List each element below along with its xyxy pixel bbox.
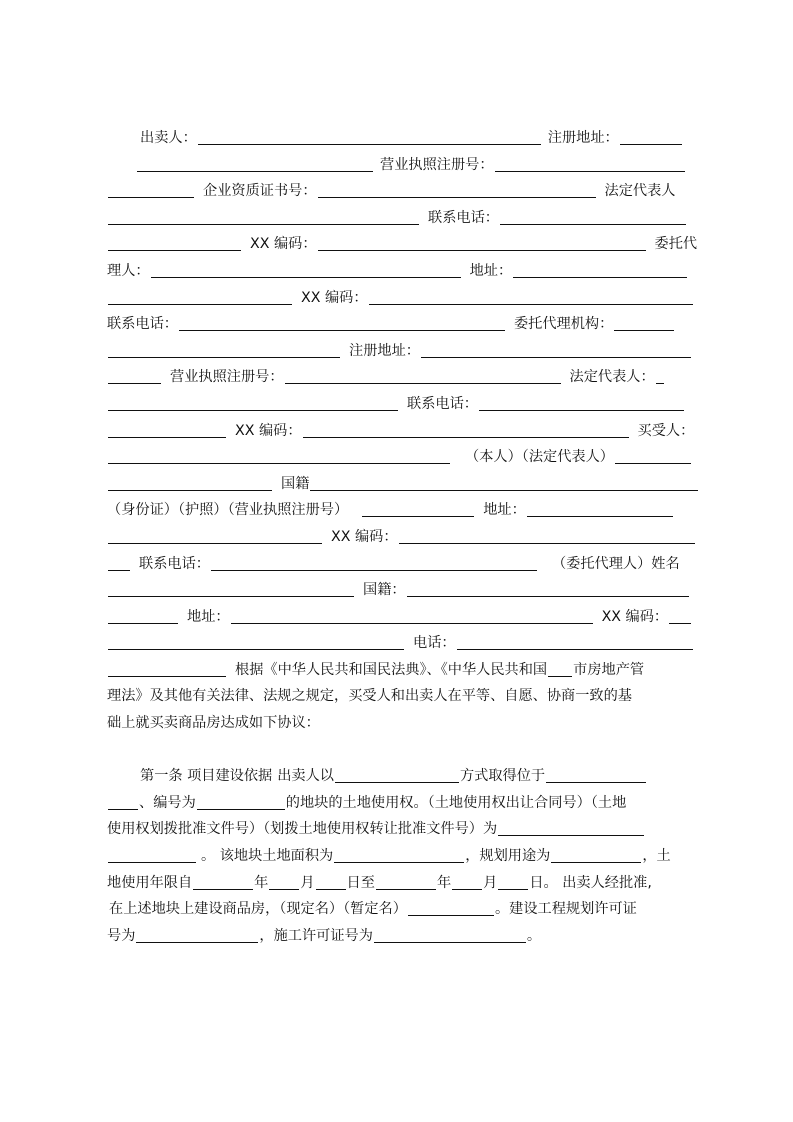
buyer-legal-rep-field[interactable] <box>615 444 691 464</box>
contact-phone-field[interactable] <box>500 205 686 225</box>
seller-line <box>107 125 698 152</box>
agent-label-end: 理人： <box>107 262 150 279</box>
agent-postal-line <box>107 285 698 312</box>
article1-line-3 <box>107 816 698 843</box>
business-license-line <box>107 152 698 179</box>
preamble-line-1 <box>107 657 698 684</box>
buyer-address-field-cont[interactable] <box>108 524 322 544</box>
seller-name-field[interactable] <box>198 125 541 145</box>
id-types-label: （身份证）（护照）（营业执照注册号） <box>107 502 349 519</box>
article1-text-1a: 出卖人以 <box>277 768 334 785</box>
agent-address-label: 地址： <box>469 262 513 279</box>
article1-text-7c: 。 <box>526 927 542 944</box>
start-year-field[interactable] <box>193 870 253 890</box>
article1-line-4 <box>107 843 698 870</box>
agent-phone-field[interactable] <box>179 311 505 331</box>
buyer-agent-address-line <box>107 604 698 631</box>
city-name-field[interactable] <box>548 657 572 677</box>
article1-text-1b: 方式取得位于 <box>459 768 546 785</box>
building-name-field[interactable] <box>408 896 494 916</box>
buyer-agent-postal-code-label: XX 编码： <box>601 608 669 625</box>
buyer-postal-code-field-cont[interactable] <box>108 551 130 571</box>
agency-postal-code-field[interactable] <box>303 418 629 438</box>
buyer-agent-postal-code-field-cont[interactable] <box>108 630 404 650</box>
buyer-agent-phone-field[interactable] <box>457 630 693 650</box>
agency-phone-line <box>107 391 698 418</box>
agency-field[interactable] <box>614 311 674 331</box>
agency-license-line <box>107 364 698 391</box>
contract-page <box>107 125 698 949</box>
business-license-field-cont[interactable] <box>108 178 194 198</box>
paragraph-spacer <box>107 737 698 764</box>
buyer-agent-phone-field-cont[interactable] <box>108 657 226 677</box>
buyer-address-label: 地址： <box>483 502 526 519</box>
start-day-field[interactable] <box>316 870 346 890</box>
postal-code-line <box>107 231 698 258</box>
agent-label-start: 委托代 <box>654 236 698 253</box>
land-area-field[interactable] <box>334 843 464 863</box>
buyer-legal-rep-field-cont[interactable] <box>108 471 272 491</box>
buyer-postal-code-label: XX 编码： <box>331 528 398 545</box>
buyer-phone-label: 联系电话： <box>139 555 210 572</box>
agency-business-license-label: 营业执照注册号： <box>170 369 284 386</box>
contact-phone-label: 联系电话： <box>428 209 499 226</box>
registered-address-field-cont[interactable] <box>137 152 373 172</box>
article1-text-6b: 。建设工程规划许可证 <box>494 901 637 918</box>
article1-line-6 <box>107 896 698 923</box>
buyer-agent-nationality-field[interactable] <box>407 577 689 597</box>
buyer-agent-nationality-field-cont[interactable] <box>108 604 178 624</box>
parcel-number-field[interactable] <box>197 790 285 810</box>
buyer-postal-code-field[interactable] <box>399 524 695 544</box>
article1-text-2a: 、编号为 <box>139 794 196 811</box>
agency-phone-field-cont[interactable] <box>108 418 226 438</box>
construction-permit-field[interactable] <box>374 923 526 943</box>
agency-registered-address-label: 注册地址： <box>349 342 420 359</box>
legal-rep-label: 法定代表人 <box>604 183 676 200</box>
buyer-id-line <box>107 497 698 524</box>
agent-address-field[interactable] <box>513 258 687 278</box>
agency-registered-address-field-cont[interactable] <box>108 364 161 384</box>
agent-address-field-cont[interactable] <box>108 285 292 305</box>
agent-phone-line <box>107 311 698 338</box>
agency-phone-label: 联系电话： <box>407 395 478 412</box>
article1-text-5a: 地使用年限自 <box>107 874 193 891</box>
qualification-cert-label: 企业资质证书号： <box>203 183 317 200</box>
planned-use-field[interactable] <box>551 843 641 863</box>
article1-line-7 <box>107 923 698 950</box>
nationality-label: 国籍 <box>281 475 310 492</box>
day-label-1: 日至 <box>346 874 375 891</box>
buyer-agent-phone-label: 电话： <box>413 635 456 652</box>
article1-line-1 <box>107 763 698 790</box>
contact-phone-field-cont[interactable] <box>108 231 241 251</box>
buyer-agent-name-field[interactable] <box>108 577 354 597</box>
contact-phone-line <box>107 205 698 232</box>
agency-postal-code-label: XX 编码： <box>235 422 302 439</box>
planning-permit-field[interactable] <box>136 923 258 943</box>
business-license-field[interactable] <box>495 152 685 172</box>
article1-title: 第一条 项目建设依据 <box>140 768 273 785</box>
land-contract-number-field[interactable] <box>498 816 644 836</box>
agency-address-line <box>107 338 698 365</box>
agent-postal-code-field[interactable] <box>369 285 693 305</box>
buyer-agent-postal-code-field[interactable] <box>669 604 691 624</box>
agent-postal-code-label: XX 编码： <box>301 289 368 306</box>
article1-text-4b: ，规划用途为 <box>465 848 551 865</box>
buyer-agent-address-label: 地址： <box>187 608 230 625</box>
buyer-label: 买受人： <box>637 422 695 439</box>
year-label-1: 年 <box>254 874 269 891</box>
land-location-field-cont[interactable] <box>108 790 138 810</box>
day-label-2: 日。 出卖人经批准, <box>529 874 652 891</box>
registered-address-field[interactable] <box>620 125 682 145</box>
buyer-line <box>107 418 698 445</box>
buyer-agent-name-label: （委托代理人）姓名 <box>551 555 680 572</box>
buyer-agent-nationality-line <box>107 577 698 604</box>
buyer-id-field[interactable] <box>362 497 474 517</box>
agency-label: 委托代理机构： <box>513 316 614 333</box>
land-contract-number-field-cont[interactable] <box>108 843 196 863</box>
agent-phone-label: 联系电话： <box>107 316 178 333</box>
article1-text-6a: 在上述地块上建设商品房，（现定名）（暂定名） <box>109 901 407 918</box>
seller-label: 出卖人： <box>140 130 197 146</box>
acquisition-method-field[interactable] <box>335 763 459 783</box>
registered-address-label: 注册地址： <box>547 130 619 146</box>
agency-legal-rep-field[interactable] <box>656 364 664 384</box>
month-label-2: 月 <box>483 874 498 891</box>
land-location-field[interactable] <box>546 763 646 783</box>
year-label-2: 年 <box>436 874 452 891</box>
legal-rep-field[interactable] <box>108 205 419 225</box>
preamble-text-3: 础上就买卖商品房达成如下协议： <box>107 715 320 732</box>
buyer-postal-line <box>107 524 698 551</box>
postal-code-label: XX 编码： <box>250 236 317 253</box>
article1-text-2b: 的地块的土地使用权。（土地使用权出让合同号）（土地 <box>285 794 627 811</box>
buyer-address-field[interactable] <box>527 497 673 517</box>
end-year-field[interactable] <box>376 870 436 890</box>
preamble-text-1: 根据《中华人民共和国民法典》、《中华人民共和国 <box>235 661 548 678</box>
buyer-nationality-line <box>107 471 698 498</box>
agency-legal-rep-label: 法定代表人： <box>569 369 655 386</box>
article1-text-3a: 使用权划拨批准文件号）（划拨土地使用权转让批准文件号）为 <box>107 821 498 838</box>
article1-text-7b: ，施工许可证号为 <box>259 927 373 944</box>
self-legal-rep-label: （本人）（法定代表人） <box>465 449 614 466</box>
buyer-agent-phone-line <box>107 630 698 657</box>
business-license-label: 营业执照注册号： <box>380 156 494 173</box>
agency-phone-field[interactable] <box>479 391 684 411</box>
buyer-phone-field[interactable] <box>211 551 537 571</box>
agency-business-license-field[interactable] <box>285 364 561 384</box>
start-month-field[interactable] <box>269 870 299 890</box>
qualification-line <box>107 178 698 205</box>
article1-line-5 <box>107 870 698 897</box>
agent-line <box>107 258 698 285</box>
preamble-text-1-tail: 市房地产管 <box>573 661 645 678</box>
agency-registered-address-field[interactable] <box>421 338 691 358</box>
agency-legal-rep-field-cont[interactable] <box>108 391 398 411</box>
agency-field-cont[interactable] <box>108 338 340 358</box>
buyer-phone-line <box>107 551 698 578</box>
buyer-name-line <box>107 444 698 471</box>
article1-text-4c: ，土 <box>642 848 671 865</box>
agent-name-field[interactable] <box>151 258 461 278</box>
postal-code-field[interactable] <box>318 231 646 251</box>
preamble-line-2 <box>107 683 698 710</box>
end-month-field[interactable] <box>452 870 482 890</box>
qualification-cert-field[interactable] <box>318 178 596 198</box>
preamble-text-2: 理法》及其他有关法律、法规之规定，买受人和出卖人在平等、自愿、协商一致的基 <box>107 688 632 705</box>
buyer-agent-nationality-label: 国籍： <box>363 582 406 599</box>
buyer-agent-address-field[interactable] <box>231 604 593 624</box>
preamble-line-3 <box>107 710 698 737</box>
month-label-1: 月 <box>300 874 315 891</box>
article1-text-7a: 号为 <box>107 927 136 944</box>
buyer-nationality-field[interactable] <box>310 471 698 491</box>
article1-line-2 <box>107 790 698 817</box>
end-day-field[interactable] <box>498 870 528 890</box>
article1-text-4a: 。 该地块土地面积为 <box>201 848 334 865</box>
buyer-name-field[interactable] <box>108 444 450 464</box>
